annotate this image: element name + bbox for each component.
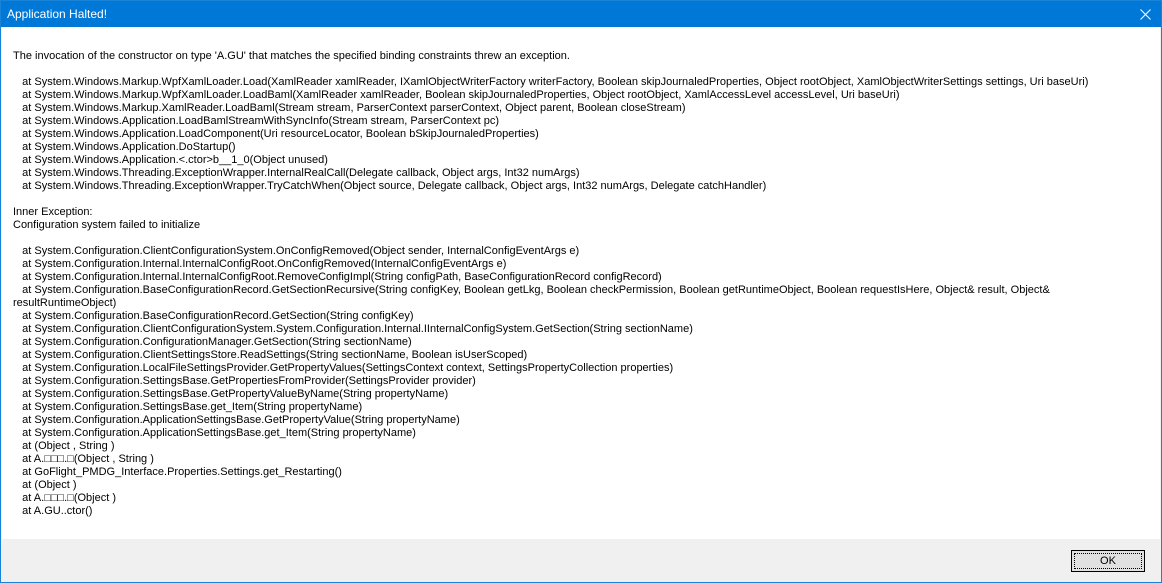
message-text — [13, 50, 1146, 518]
title-bar[interactable] — [1, 1, 1161, 27]
stack-frame: at System.Configuration.ClientSettingsStore.ReadSettings(String sectionName, Boolean isUserScoped) — [13, 349, 528, 361]
stack-frame: at System.Configuration.ApplicationSettingsBase.get_Item(String propertyName) — [13, 427, 416, 439]
stack-frame: at System.Configuration.SettingsBase.GetPropertyValueByName(String propertyName) — [13, 388, 449, 400]
inner-stack-trace — [13, 245, 1053, 517]
stack-frame: at (Object ) — [13, 479, 77, 491]
stack-trace — [13, 76, 1088, 192]
inner-exception-message: Configuration system failed to initialize — [13, 219, 201, 231]
button-bar — [1, 539, 1161, 582]
stack-frame: at System.Windows.Application.LoadBamlStreamWithSyncInfo(Stream stream, ParserContext pc) — [13, 115, 500, 127]
stack-frame: at System.Configuration.ClientConfigurationSystem.OnConfigRemoved(Object sender, InternalConfigEventArgs e) — [13, 245, 580, 257]
stack-frame: at System.Configuration.ConfigurationManager.GetSection(String sectionName) — [13, 336, 412, 348]
close-icon — [1140, 9, 1151, 20]
ok-button[interactable]: OK — [1071, 550, 1145, 572]
stack-frame: at System.Configuration.SettingsBase.get_Item(String propertyName) — [13, 401, 363, 413]
stack-frame: at System.Windows.Markup.XamlReader.LoadBaml(Stream stream, ParserContext parserContext, Object parent, Boolean closeStream) — [13, 102, 686, 114]
stack-frame: at System.Configuration.BaseConfigurationRecord.GetSectionRecursive(String configKey, Boolean getLkg, Boolean checkPermission, Boolean getRuntimeObject, Boolean requestIsHere, Object& result, Object& resultRuntimeObject) — [13, 284, 1053, 309]
stack-frame: at System.Windows.Markup.WpfXamlLoader.Load(XamlReader xamlReader, IXamlObjectWriterFactory writerFactory, Boolean skipJournaledProperties, Object rootObject, XamlObjectWriterSettings settings, Uri baseUri) — [13, 76, 1089, 88]
stack-frame: at A.□□□.□(Object ) — [13, 492, 116, 504]
stack-frame: at System.Configuration.LocalFileSettingsProvider.GetPropertyValues(SettingsContext context, SettingsPropertyCollection properties) — [13, 362, 674, 374]
stack-frame: at System.Windows.Threading.ExceptionWrapper.TryCatchWhen(Object source, Delegate callback, Object args, Int32 numArgs, Delegate catchHandler) — [13, 180, 767, 192]
stack-frame: at System.Windows.Application.<.ctor>b__1_0(Object unused) — [13, 154, 328, 166]
stack-frame: at System.Windows.Threading.ExceptionWrapper.InternalRealCall(Delegate callback, Object args, Int32 numArgs) — [13, 167, 580, 179]
stack-frame: at System.Windows.Application.DoStartup() — [13, 141, 236, 153]
stack-frame: at System.Windows.Markup.WpfXamlLoader.LoadBaml(XamlReader xamlReader, Boolean skipJournaledProperties, Object rootObject, XamlAccessLevel accessLevel, Uri baseUri) — [13, 89, 900, 101]
inner-exception-label: Inner Exception: — [13, 206, 93, 218]
stack-frame: at (Object , String ) — [13, 440, 115, 452]
message-area — [2, 27, 1160, 539]
stack-frame: at A.GU..ctor() — [13, 505, 93, 517]
stack-frame: at System.Configuration.SettingsBase.GetPropertiesFromProvider(SettingsProvider provider) — [13, 375, 476, 387]
window-title: Application Halted! — [7, 7, 108, 21]
stack-frame: at System.Windows.Application.LoadComponent(Uri resourceLocator, Boolean bSkipJournaledProperties) — [13, 128, 539, 140]
exception-message: The invocation of the constructor on type 'A.GU' that matches the specified binding constraints threw an exception. — [13, 50, 570, 62]
stack-frame: at GoFlight_PMDG_Interface.Properties.Settings.get_Restarting() — [13, 466, 342, 478]
stack-frame: at System.Configuration.ClientConfigurationSystem.System.Configuration.Internal.IInternalConfigSystem.GetSection(String sectionName) — [13, 323, 693, 335]
stack-frame: at System.Configuration.Internal.InternalConfigRoot.OnConfigRemoved(InternalConfigEventArgs e) — [13, 258, 507, 270]
stack-frame: at System.Configuration.Internal.InternalConfigRoot.RemoveConfigImpl(String configPath, BaseConfigurationRecord configRecord) — [13, 271, 662, 283]
close-button[interactable] — [1129, 1, 1161, 27]
stack-frame: at System.Configuration.BaseConfigurationRecord.GetSection(String configKey) — [13, 310, 414, 322]
stack-frame: at System.Configuration.ApplicationSettingsBase.GetPropertyValue(String propertyName) — [13, 414, 460, 426]
stack-frame: at A.□□□.□(Object , String ) — [13, 453, 154, 465]
